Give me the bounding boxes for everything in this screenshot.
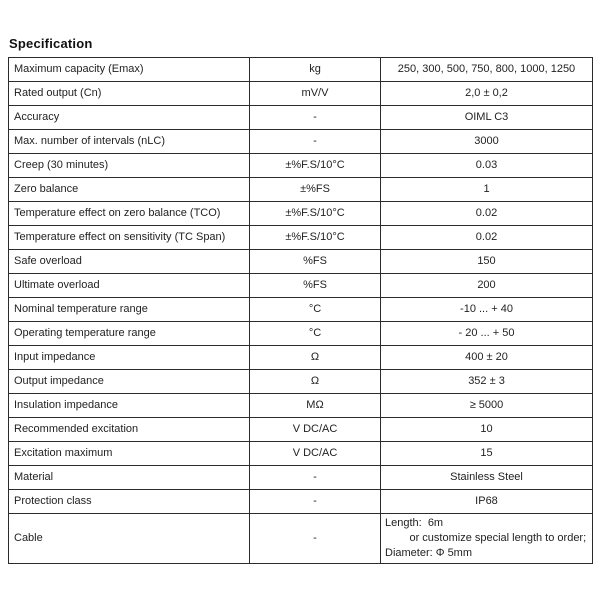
spec-unit-cell: ±%FS bbox=[250, 178, 381, 202]
spec-unit-cell: - bbox=[250, 130, 381, 154]
spec-value-cell: 1 bbox=[381, 178, 593, 202]
spec-parameter-cell: Creep (30 minutes) bbox=[9, 154, 250, 178]
spec-value-cell: 400 ± 20 bbox=[381, 346, 593, 370]
spec-parameter-cell: Input impedance bbox=[9, 346, 250, 370]
spec-parameter-cell: Temperature effect on sensitivity (TC Span) bbox=[9, 226, 250, 250]
table-row bbox=[9, 346, 593, 370]
spec-unit-cell: %FS bbox=[250, 274, 381, 298]
spec-value-cell: -10 ... + 40 bbox=[381, 298, 593, 322]
table-row bbox=[9, 298, 593, 322]
spec-value-cell: 250, 300, 500, 750, 800, 1000, 1250 bbox=[381, 58, 593, 82]
spec-unit-cell: V DC/AC bbox=[250, 418, 381, 442]
table-row bbox=[9, 130, 593, 154]
spec-unit-cell: kg bbox=[250, 58, 381, 82]
table-row bbox=[9, 106, 593, 130]
table-row bbox=[9, 250, 593, 274]
spec-unit-cell: ±%F.S/10°C bbox=[250, 226, 381, 250]
table-row bbox=[9, 394, 593, 418]
table-row bbox=[9, 82, 593, 106]
table-row bbox=[9, 418, 593, 442]
spec-unit-cell: - bbox=[250, 490, 381, 514]
spec-unit-cell: °C bbox=[250, 322, 381, 346]
spec-parameter-cell: Excitation maximum bbox=[9, 442, 250, 466]
spec-value-cell: 3000 bbox=[381, 130, 593, 154]
spec-parameter-cell: Cable bbox=[9, 514, 250, 564]
spec-parameter-cell: Rated output (Cn) bbox=[9, 82, 250, 106]
spec-value-cell: Stainless Steel bbox=[381, 466, 593, 490]
spec-value-cell: ≥ 5000 bbox=[381, 394, 593, 418]
spec-parameter-cell: Max. number of intervals (nLC) bbox=[9, 130, 250, 154]
spec-table-body bbox=[9, 58, 593, 564]
table-row bbox=[9, 322, 593, 346]
spec-parameter-cell: Temperature effect on zero balance (TCO) bbox=[9, 202, 250, 226]
spec-value-cell: 2,0 ± 0,2 bbox=[381, 82, 593, 106]
table-row bbox=[9, 58, 593, 82]
table-row bbox=[9, 490, 593, 514]
spec-unit-cell: - bbox=[250, 514, 381, 564]
spec-value-cell: 15 bbox=[381, 442, 593, 466]
spec-value-line: or customize special length to order; bbox=[385, 532, 587, 544]
spec-parameter-cell: Output impedance bbox=[9, 370, 250, 394]
table-row bbox=[9, 274, 593, 298]
spec-value-cell: 150 bbox=[381, 250, 593, 274]
spec-value-cell: IP68 bbox=[381, 490, 593, 514]
spec-value-cell: 0.02 bbox=[381, 226, 593, 250]
table-row bbox=[9, 466, 593, 490]
spec-parameter-cell: Insulation impedance bbox=[9, 394, 250, 418]
table-row bbox=[9, 154, 593, 178]
table-row bbox=[9, 202, 593, 226]
spec-unit-cell: ±%F.S/10°C bbox=[250, 202, 381, 226]
spec-unit-cell: mV/V bbox=[250, 82, 381, 106]
spec-value-line: Length: 6m bbox=[385, 517, 444, 529]
specification-table bbox=[8, 57, 593, 564]
spec-value-line: Diameter: Φ 5mm bbox=[385, 547, 473, 559]
page-title: Specification bbox=[9, 36, 93, 51]
spec-unit-cell: - bbox=[250, 466, 381, 490]
spec-parameter-cell: Operating temperature range bbox=[9, 322, 250, 346]
spec-value-cell: OIML C3 bbox=[381, 106, 593, 130]
spec-value-cell: 200 bbox=[381, 274, 593, 298]
spec-parameter-cell: Recommended excitation bbox=[9, 418, 250, 442]
spec-parameter-cell: Protection class bbox=[9, 490, 250, 514]
spec-parameter-cell: Maximum capacity (Emax) bbox=[9, 58, 250, 82]
spec-value-cell bbox=[381, 514, 593, 564]
spec-parameter-cell: Accuracy bbox=[9, 106, 250, 130]
spec-value-cell: 0.02 bbox=[381, 202, 593, 226]
spec-unit-cell: MΩ bbox=[250, 394, 381, 418]
spec-value-cell: 0.03 bbox=[381, 154, 593, 178]
spec-value-cell: 10 bbox=[381, 418, 593, 442]
table-row bbox=[9, 178, 593, 202]
spec-parameter-cell: Safe overload bbox=[9, 250, 250, 274]
spec-unit-cell: V DC/AC bbox=[250, 442, 381, 466]
spec-value-cell: 352 ± 3 bbox=[381, 370, 593, 394]
spec-parameter-cell: Ultimate overload bbox=[9, 274, 250, 298]
spec-unit-cell: %FS bbox=[250, 250, 381, 274]
table-row bbox=[9, 442, 593, 466]
table-row bbox=[9, 514, 593, 564]
table-row bbox=[9, 370, 593, 394]
spec-unit-cell: Ω bbox=[250, 346, 381, 370]
spec-unit-cell: - bbox=[250, 106, 381, 130]
table-row bbox=[9, 226, 593, 250]
spec-unit-cell: ±%F.S/10°C bbox=[250, 154, 381, 178]
spec-parameter-cell: Material bbox=[9, 466, 250, 490]
spec-parameter-cell: Nominal temperature range bbox=[9, 298, 250, 322]
spec-unit-cell: Ω bbox=[250, 370, 381, 394]
spec-parameter-cell: Zero balance bbox=[9, 178, 250, 202]
spec-unit-cell: °C bbox=[250, 298, 381, 322]
spec-value-cell: - 20 ... + 50 bbox=[381, 322, 593, 346]
